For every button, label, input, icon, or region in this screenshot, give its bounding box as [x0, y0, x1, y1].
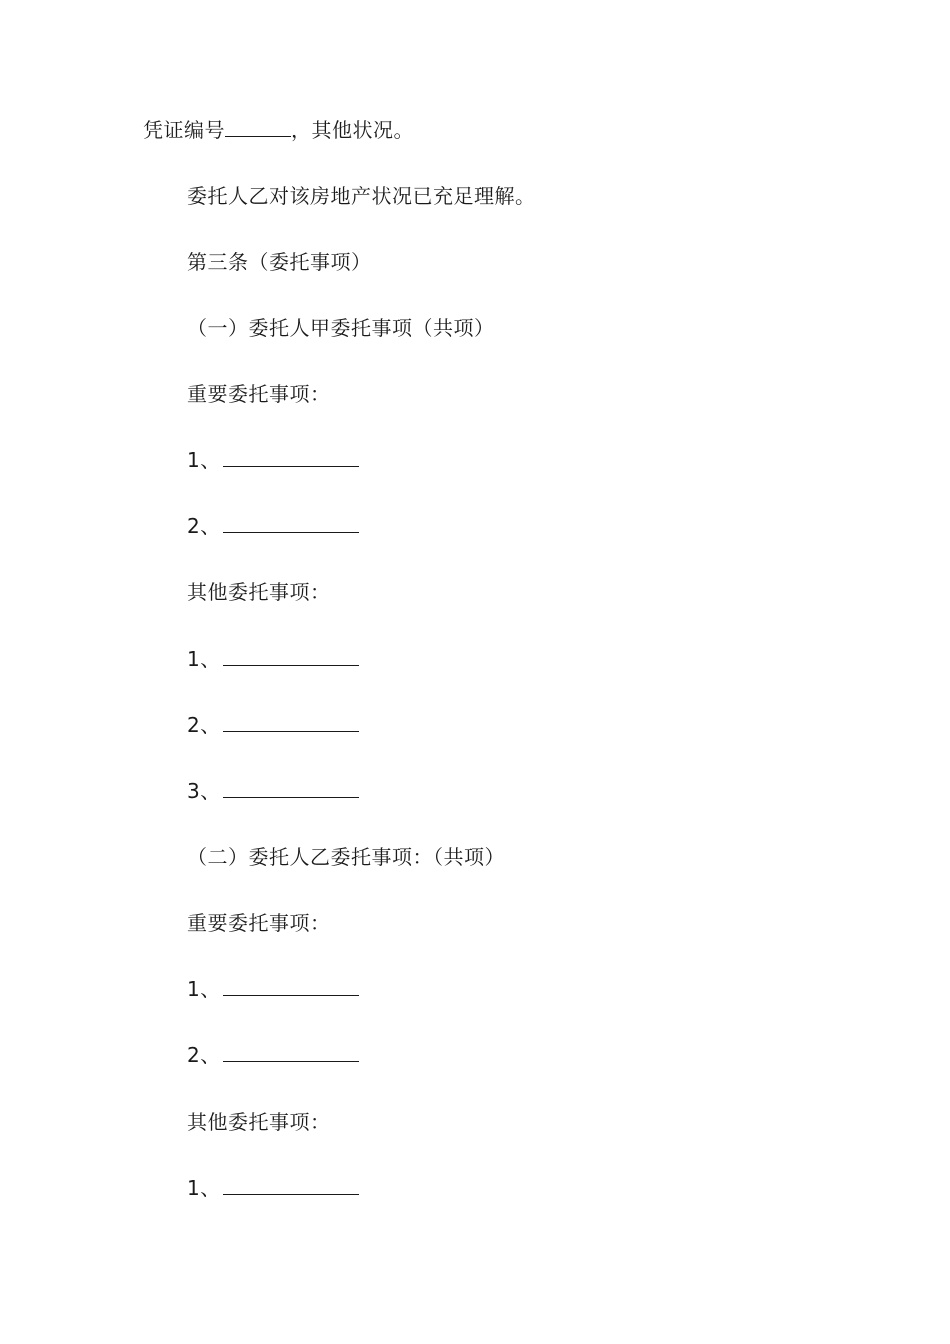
a-other-item-3-blank[interactable] — [223, 777, 359, 798]
item-number: 1、 — [187, 977, 221, 1001]
b-main-item-2 — [187, 1041, 359, 1069]
a-main-item-1-blank[interactable] — [223, 446, 359, 467]
item-number: 1、 — [187, 1176, 221, 1200]
section-2-heading: （二）委托人乙委托事项：（共项） — [187, 845, 505, 869]
voucher-number-blank[interactable] — [225, 116, 291, 137]
party-b-understanding-text: 委托人乙对该房地产状况已充足理解。 — [187, 184, 536, 208]
item-number: 1、 — [187, 448, 221, 472]
item-number: 2、 — [187, 713, 221, 737]
other-items-label-b: 其他委托事项： — [187, 1110, 331, 1134]
voucher-number-suffix: ，其他状况。 — [291, 118, 414, 142]
voucher-number-label: 凭证编号 — [143, 118, 225, 142]
main-items-label-b: 重要委托事项： — [187, 911, 331, 935]
a-main-item-2-blank[interactable] — [223, 512, 359, 533]
a-other-item-1 — [187, 645, 359, 673]
item-number: 2、 — [187, 1043, 221, 1067]
b-other-item-1 — [187, 1174, 359, 1202]
a-main-item-1 — [187, 446, 359, 474]
b-other-item-1-blank[interactable] — [223, 1174, 359, 1195]
voucher-number-line — [143, 116, 414, 144]
other-items-label-a: 其他委托事项： — [187, 580, 331, 604]
a-main-item-2 — [187, 512, 359, 540]
a-other-item-2 — [187, 711, 359, 739]
b-main-item-2-blank[interactable] — [223, 1041, 359, 1062]
item-number: 1、 — [187, 647, 221, 671]
item-number: 3、 — [187, 779, 221, 803]
article-3-heading: 第三条（委托事项） — [187, 250, 372, 274]
section-1-heading: （一）委托人甲委托事项（共项） — [187, 316, 495, 340]
b-main-item-1-blank[interactable] — [223, 975, 359, 996]
item-number: 2、 — [187, 514, 221, 538]
a-other-item-3 — [187, 777, 359, 805]
a-other-item-2-blank[interactable] — [223, 711, 359, 732]
main-items-label-a: 重要委托事项： — [187, 382, 331, 406]
a-other-item-1-blank[interactable] — [223, 645, 359, 666]
b-main-item-1 — [187, 975, 359, 1003]
